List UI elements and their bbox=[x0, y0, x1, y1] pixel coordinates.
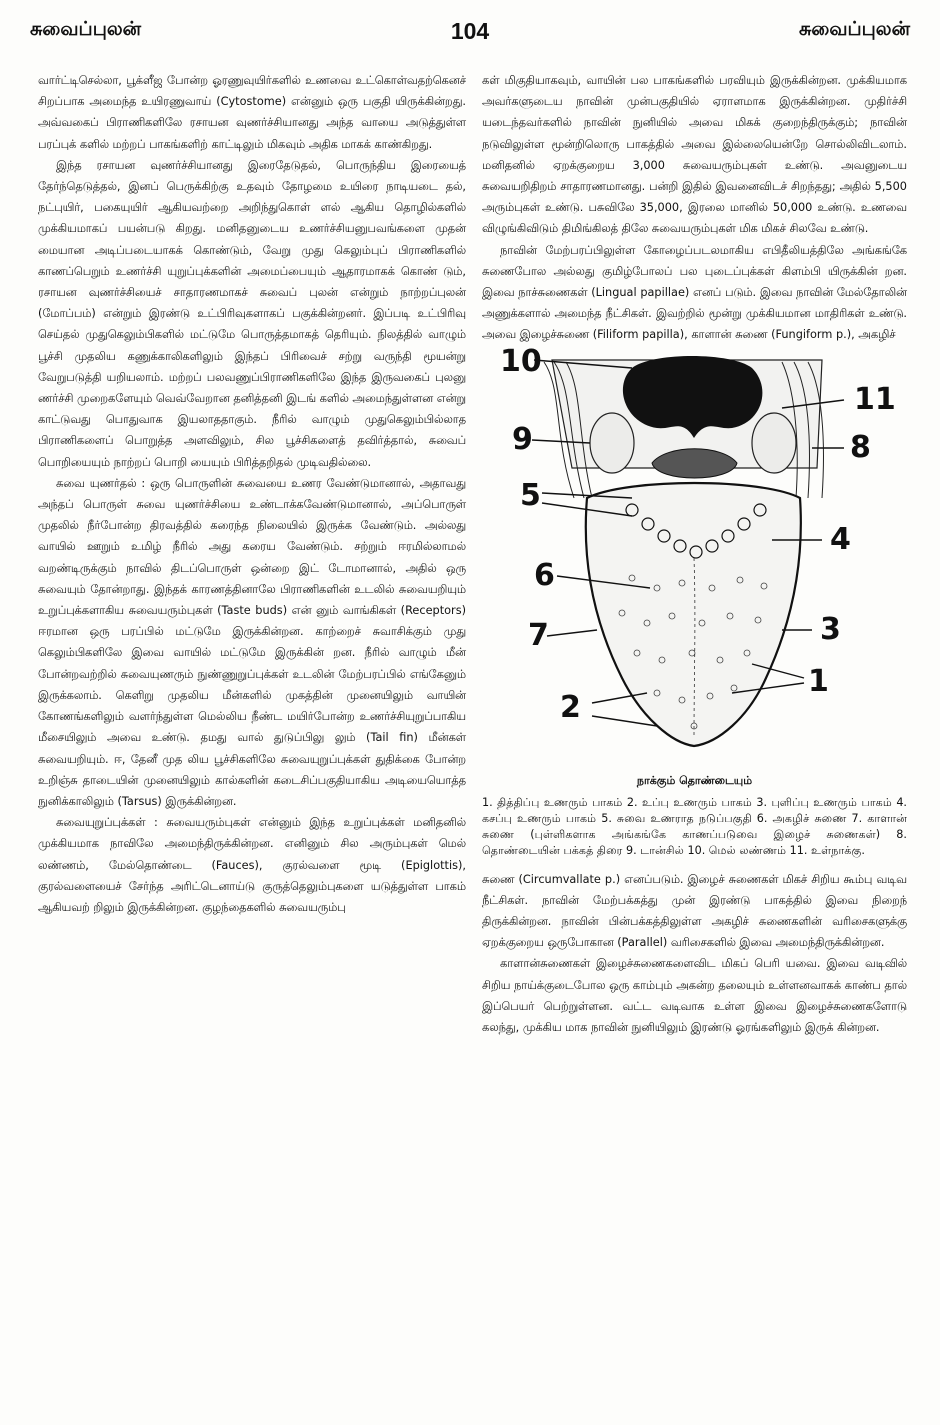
paragraph: சுவையுறுப்புக்கள் : சுவையரும்புகள் என்னும் இந்த உறுப்புக்கள் மனிதனில் முக்கியமாக நாவிலே அமைந்திருக்கின்றன. எனினும் சில அரும்புகள் மெல் லண்ணம், மேல்தொண்டை (Fauces), குரல்வளை மூடி (Epiglottis), குரல்வளையைச் சேர்ந்த அரிட்டெனாய்டு குருத்தெலும்புகளை யடுத்துள்ள பாகம் ஆகியவற் றிலும் இருக்கின்றன. குழந்தைகளில் சுவையரும்பு bbox=[38, 816, 466, 914]
left-column bbox=[38, 70, 466, 918]
figure-label-1: 1 bbox=[808, 663, 829, 699]
right-column bbox=[482, 70, 907, 1038]
figure-label-11: 11 bbox=[854, 381, 896, 417]
paragraph: காளான்சுணைகள் இழைச்சுணைகளைவிட மிகப் பெரி யவை. இவை வடிவில் சிறிய நாய்க்குடைபோல ஒரு காம்பும் அகன்ற தலையும் உள்ளனவாகக் காண்ப தால் இப்பெயர் பெற்றுள்ளன. வட்ட வடிவாக உள்ள இவை இழைச்சுணைகளோடு கலந்து, முக்கிய மாக நாவின் நுனியிலும் இரண்டு ஓரங்களிலும் இருக் கின்றன. bbox=[482, 957, 907, 1035]
paragraph: வார்ட்டிசெல்லா, பூக்ளீஜ போன்ற ஓரணுவுயிர்களில் உணவை உட்கொள்வதற்கெனச் சிறப்பாக அமைந்த உயிரணுவாய் (Cytostome) என்னும் ஒரு பகுதி யிருக்கின்றது. அவ்வகைப் பிராணிகளிலே ரசாயன வுணர்ச்சியானது அந்த வாயை அடுத்துள்ள பரப்புக் களில் மற்றப் பாகங்களிற் காட்டிலும் மிகவும் அதிக மாகக் காண்கிறது. bbox=[38, 74, 466, 151]
figure-label-6: 6 bbox=[534, 557, 555, 593]
figure-label-4: 4 bbox=[830, 521, 851, 557]
figure-caption: நாக்கும் தொண்டையும் bbox=[636, 773, 753, 787]
figure-legend: 1. தித்திப்பு உணரும் பாகம் 2. உப்பு உணரும் பாகம் 3. புளிப்பு உணரும் பாகம் 4. கசப்பு உணரும் பாகம் 5. சுவை உணராத நடுப்பகுதி 6. அகழிச் சுணை 7. காளான் சுணை (புள்ளிகளாக அங்கங்கே காணப்படுவை இழைச் சுணைகள்) 8. தொண்டையின் பக்கத் திரை 9. டான்சில் 10. மெல் லண்ணம் 11. உள்நாக்கு. bbox=[482, 795, 907, 857]
page-header bbox=[30, 18, 910, 58]
figure-label-3: 3 bbox=[820, 611, 841, 647]
page-number: 104 bbox=[450, 18, 490, 44]
running-head-right: சுவைப்புலன் bbox=[798, 18, 910, 40]
paragraph: கள் மிகுதியாகவும், வாயின் பல பாகங்களில் பரவியும் இருக்கின்றன. முக்கியமாக அவர்களுடைய நாவின் முன்பகுதியில் ஏராளமாக இருக்கின்றன. முதிர்ச்சி யடைந்தவர்களில் நாவின் நுனியில் அவை மிகக் குறைந்திருக்கும்; நாவின் நடுவிலுள்ள மூன்றிலொரு பாகத்தில் அவை இல்லையென்றே சொல்லிவிடலாம். மனிதனில் ஏறக்குறைய 3,000 சுவையரும்புகள் உண்டு. அவனுடைய சுவையறிதிறம் சாதாரணமானது. பன்றி இதில் இவனைவிடச் சிறந்தது; அதில் 5,500 அரும்புகள் உண்டு. பசுவிலே 35,000, இரலை மானில் 50,000 உண்டு. உணவை விழுங்கிவிடும் திமிங்கிலத் திலே சுவையரும்புகள் மிக மிகச் சிலவே உண்டு. bbox=[482, 74, 907, 236]
figure-label-2: 2 bbox=[560, 689, 581, 725]
paragraph: நாவின் மேற்பரப்பிலுள்ள கோழைப்படலமாகிய எபிதீலியத்திலே அங்கங்கே சுணைபோல அல்லது குமிழ்போலப் பல புடைப்புக்கள் கிளம்பி யிருக்கின் றன. இவை நாச்சுணைகள் (Lingual papillae) எனப் படும். இவை நாவின் மேல்தோலின் அணுக்களால் அமைந்த நீட்சிகள். இவற்றில் மூன்று முக்கியமான மாதிரிகள் உண்டு. அவை இழைச்சுணை (Filiform papilla), காளான் சுணை (Fungiform p.), அகழிச் bbox=[482, 243, 907, 342]
figure-label-7: 7 bbox=[528, 617, 549, 653]
figure-label-9: 9 bbox=[512, 421, 533, 457]
figure-label-8: 8 bbox=[850, 429, 871, 465]
paragraph: சுணை (Circumvallate p.) எனப்படும். இழைச் சுணைகள் மிகச் சிறிய கூம்பு வடிவ நீட்சிகள். நாவின் மேற்பக்கத்து முன் இரண்டு பாகத்தில் இவை நிறைந் திருக்கின்றன. நாவின் பின்பக்கத்திலுள்ள அகழிச் சுணைகளின் வரிசைகளுக்கு ஏறக்குறைய ஒருபோகான (Parallel) வரிசைகளில் இவை அமைந்திருக்கின்றன. bbox=[482, 872, 907, 950]
running-head-left: சுவைப்புலன் bbox=[30, 18, 142, 40]
paragraph: இந்த ரசாயன வுணர்ச்சியானது இரைதேடுதல், பொருந்திய இரையைத் தேர்ந்தெடுத்தல், இனப் பெருக்கிற்கு உதவும் தோழமை உயிரை நாடியடை தல், நட்புயிர், பகையுயிர் ஆகியவற்றை அறிந்துகொள் ளல் ஆகிய தொழில்களில் முக்கியமாகப் பயன்படு கிறது. மனிதனுடைய உணர்ச்சியனுபவங்களை முதன் மையான அடிப்படையாகக் கொண்டும், வேறு முது கெலும்புப் பிராணிகளில் காணப்பெறும் உணர்ச்சி யுறுப்புக்களின் அமைப்பையும் ஆதாரமாகக் கொண் டும், ரசாயன வுணர்ச்சியைச் சாதாரணமாகச் சுவைப் புலன் என்றும் நாற்றப்புலன் (மோப்பம்) என்றும் இரண்டு உட்பிரிவுகளாகப் பகுக்கின்றனர். இப்படி உட்பிரிவு செய்தல் முதுகெலும்பிகளில் மட்டுமே பொருத்தமாகத் தெரியும். நிலத்தில் வாழும் பூச்சி முதலிய கணுக்காலிகளிலும் இந்தப் பிரிவைச் சற்று வருந்தி மூயன்று வேறுபடுத்தி யறியலாம். மற்றப் பலவணுப்பிராணிகளிலே இந்த இருவகைப் புலனு ணர்ச்சி முறைகளேயும் வெவ்வேறான தனித்தனி இடங் களில் அமைந்துள்ளன என்று காட்டுவது பொதுவாக இயலாததாகும். நீரில் வாழும் முதுகெலும்பில்லாத பிராணிகளைப் பொறுத்த அளவிலும், சில பூச்சிகளைத் தவிர்த்தால், சுவைப் பொறியையும் நாற்றப் பொறி யையும் பிரித்தறிதல் முடிவதில்லை. bbox=[38, 158, 466, 469]
figure-label-10: 10 bbox=[500, 343, 542, 379]
paragraph: சுவை யுணர்தல் : ஒரு பொருளின் சுவையை உணர வேண்டுமானால், அதாவது அந்தப் பொருள் சுவை யுணர்ச்சியை உண்டாக்கவேண்டுமானால், அப்பொருள் முதலில் நீர்போன்ற திரவத்தில் கரைந்த நிலையில் இருக்க வேண்டும். அல்லது வாயில் ஊறும் உமிழ் நீரில் அது கரைய வேண்டும். சற்றும் ஈரமில்லாமல் வறண்டிருக்கும் நாவில் திடப்பொருள் ஒன்றை இட் டோமானால், அதில் ஒரு சுவையும் தோன்றாது. இந்தக் காரணத்தினாலே பிராணிகளின் உடலில் சுவையறியும் உறுப்புக்களாகிய சுவையரும்புகள் (Taste buds) என் னும் வாங்கிகள் (Receptors) ஈரமான ஒரு பரப்பில் மட்டுமே இருக்கின்றன. காற்றைச் சுவாசிக்கும் முது கெலும்பிகளிலே இவை வாயில் மட்டுமே இருக்கின் றன. நீரில் வாழும் மீன் போன்றவற்றில் சுவையுணரும் நுண்ணுறுப்புக்கள் உடலின் மேற்பரப்பில் எங்கேனும் இருக்கலாம். கெளிறு முதலிய மீன்களில் முகத்தின் முனையிலும் வாயின் கோணங்களிலும் வளர்ந்துள்ள மெல்லிய நீண்ட மயிர்போன்ற உணர்ச்சியுறுப்பாகிய மீசையிலும் அவை உண்டு. தமது வால் துடுப்பிலு லும் (Tail fin) மீன்கள் சுவையறியும். ஈ, தேனீ முத லிய பூச்சிகளிலே சுவையுறுப்புக்கள் துதிக்கை போன்ற உறிஞ்சு தாடையின் முனையிலும் கால்களின் கடைசிப்பகுதியாகிய அடியையொத்த நுனிக்காலிலும் (Tarsus) இருக்கின்றன. bbox=[38, 476, 466, 808]
tongue-diagram bbox=[482, 343, 907, 768]
figure-label-5: 5 bbox=[520, 477, 541, 513]
